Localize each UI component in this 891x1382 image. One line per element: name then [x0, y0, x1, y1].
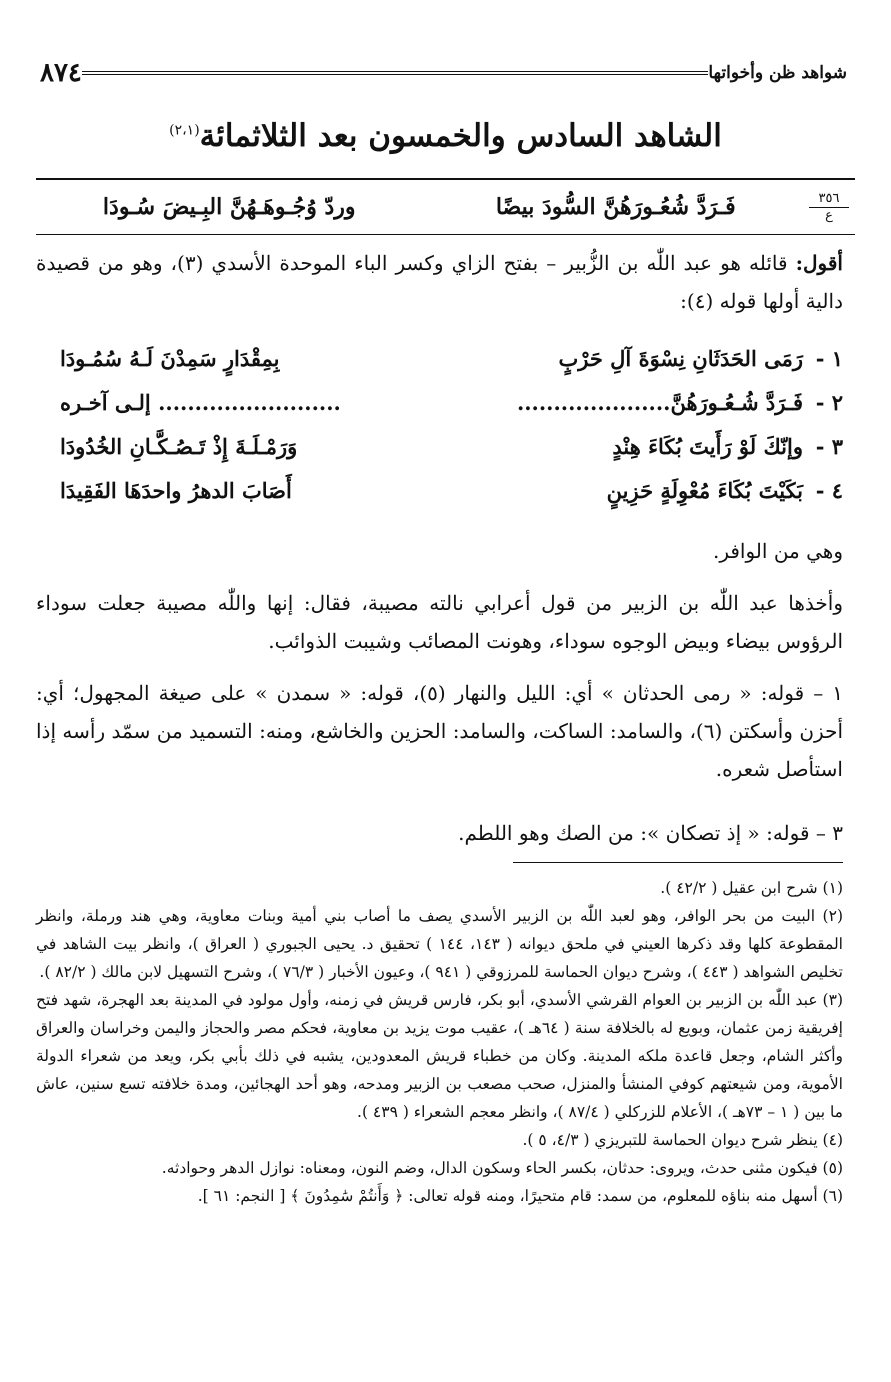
meter-line: وهي من الوافر.: [712, 539, 843, 563]
poem-line: ١ - رَمَى الحَدَثَانِ نِسْوَةَ آلِ حَرْبٍ بِمِقْدَارٍ سَمِدْنَ لَـهُ سُمُـودَا: [60, 345, 843, 371]
intro-lead: أقول:: [795, 251, 843, 275]
featured-verse: [36, 178, 855, 235]
title-note-ref: (٢،١): [169, 122, 200, 139]
footnote-rule: [513, 862, 843, 863]
poem-line: ٤ - بَكَيْتَ بُكَاءَ مُعْوِلَةٍ حَزِينٍ أَصَابَ الدهرُ واحدَهَا الفَقِيدَا: [60, 477, 843, 503]
section-title-text: الشاهد السادس والخمسون بعد الثلاثمائة: [199, 118, 722, 154]
verse-hemistich-2: وردّ وُجُـوهَـهُنَّ البِـيضَ سُـودَا: [102, 194, 356, 220]
poem-line: ٢ - فَـرَدَّ شُـعُـورَهُنَّ..................... ......................... إلـى آخـره: [60, 389, 843, 415]
section-title: [0, 118, 891, 154]
paragraph-3: ١ – قوله: « رمى الحدثان » أي: الليل والنهار (٥)، قوله: « سمدن » على صيغة المجهول؛ أي: أحزن وأسكتن (٦)، والسامد: الساكت، والسامد: الحزين والخاشع، ومنه: التسميد من سمّد رأسه إذا استأصل شعره.: [36, 681, 844, 781]
footnote: (١) شرح ابن عقيل ( ٤٢/٢ ).: [660, 879, 843, 897]
footnote: (٢) البيت من بحر الوافر، وهو لعبد اللّٰه بن الزبير الأسدي يصف ما أصاب بني أمية وبنات معاوية، وهي هند ورملة، وانظر المقطوعة كلها وقد ذكرها العيني في ملحق ديوانه ( ١٤٣، ١٤٤ ) تحقيق د. يحيى الجبوري ( العراق )، وانظر بيت الشاهد في تخليص الشواهد ( ٤٤٣ )، وشرح ديوان الحماسة للمرزوقي ( ٩٤١ )، وعيون الأخبار ( ٧٦/٣ )، وشرح التسهيل لابن مالك ( ٨٢/٢ ).: [36, 907, 843, 981]
verse-hemistich-1: فَـرَدَّ شُعُـورَهُنَّ السُّودَ بيضًا: [495, 194, 736, 220]
poem-line: ٣ - وإنّكَ لَوْ رَأَيتَ بُكَاءَ هِنْدٍ وَرَمْـلَـةَ إِذْ تَـصُـكَّـانِ الخُدُودَا: [60, 433, 843, 459]
paragraph-2: وأخذها عبد اللّٰه بن الزبير من قول أعرابي نالته مصيبة، فقال: إنها واللّٰه مصيبة جعلت سوداء الرؤوس بيضاء وبيض الوجوه سوداء، وهونت المصائب وشيبت الذوائب.: [36, 591, 843, 653]
footnote: (٥) فيكون مثنى حدث، ويروى: حدثان، بكسر الحاء وسكون الدال، وضم النون، ومعناه: نوازل الدهر وحوادثه.: [161, 1159, 843, 1177]
page-header: [30, 58, 855, 88]
footnotes: [36, 874, 843, 1210]
footnote: (٤) ينظر شرح ديوان الحماسة للتبريزي ( ٤/٣، ٥ ).: [522, 1131, 843, 1149]
header-rule: [82, 71, 708, 75]
verse-number: ٣٥٦ ع: [809, 191, 849, 223]
running-title: شواهد ظن وأخواتها: [708, 63, 847, 83]
footnote: (٦) أسهل منه بناؤه للمعلوم، من سمد: قام متحيرًا، ومنه قوله تعالى: ﴿ وَأَنتُمْ سَٰمِدُونَ ﴾ [ النجم: ٦١ ].: [197, 1187, 843, 1205]
footnote: (٣) عبد اللّٰه بن الزبير بن العوام القرشي الأسدي، أبو بكر، فارس قريش في زمنه، وأول مولود في المدينة بعد الهجرة، شهد فتح إفريقية زمن عثمان، وبويع له بالخلافة سنة ( ٦٤هـ )، عقيب موت يزيد بن معاوية، فحكم مصر والحجاز واليمن وخراسان والعراق وأكثر الشام، وجعل قاعدة ملكه المدينة. وكان من خطباء قريش المعدودين، يشبه في ذلك بأبي بكر، ويعد من شعراء الدولة الأموية، ومن شيعتهم كوفي المنشأ والمنزل، صحب مصعب بن الزبير ومدحه، وهو أحد الهجائين، ومدة خلافته تسع سنين، عاش ما بين ( ١ – ٧٣هـ )، الأعلام للزركلي ( ٨٧/٤ )، وانظر معجم الشعراء ( ٤٣٩ ).: [36, 991, 843, 1121]
paragraph-4: ٣ – قوله: « إذ تصكان »: من الصك وهو اللطم.: [458, 821, 843, 845]
intro-paragraph: [36, 244, 843, 320]
page-number: ٨٧٤: [40, 58, 82, 88]
poem-block: [60, 336, 843, 512]
intro-text: قائله هو عبد اللّٰه بن الزُّبير – بفتح الزاي وكسر الباء الموحدة الأسدي (٣)، وهو من قصيدة دالية أولها قوله (٤):: [36, 251, 843, 313]
